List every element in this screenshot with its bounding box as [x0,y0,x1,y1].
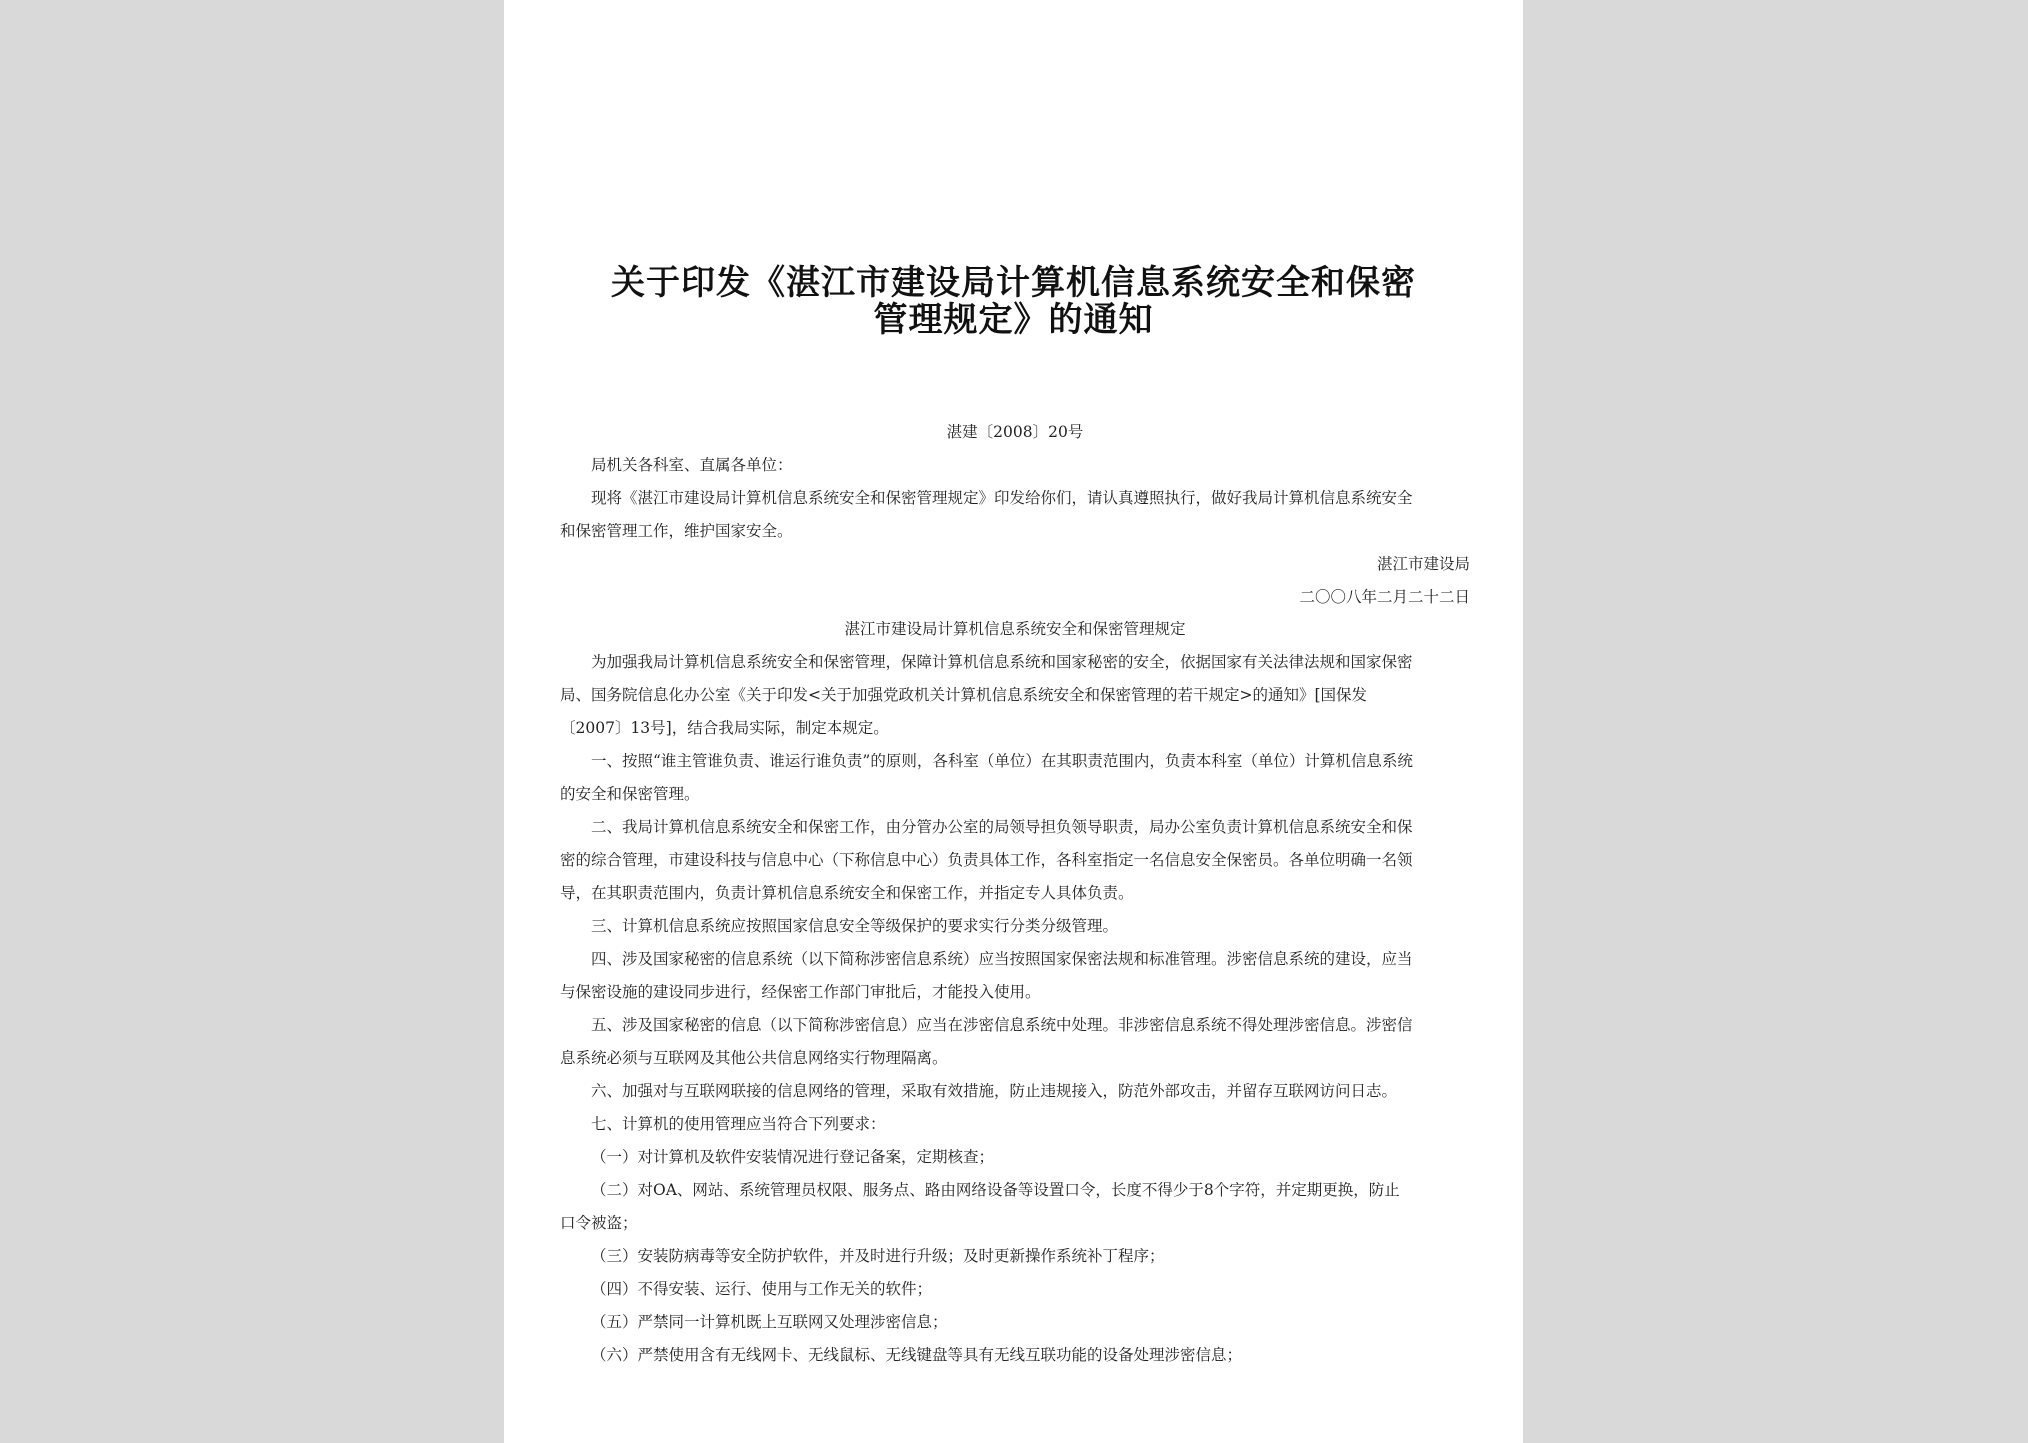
document-page [504,0,1523,1443]
sub-clause-line: （六）严禁使用含有无线网卡、无线鼠标、无线键盘等具有无线互联功能的设备处理涉密信息； [591,1346,1243,1364]
sub-clause-line: （四）不得安装、运行、使用与工作无关的软件； [591,1280,933,1298]
clause-line: 一、按照“谁主管谁负责、谁运行谁负责”的原则，各科室（单位）在其职责范围内，负责本科室（单位）计算机信息系统 [591,752,1413,770]
clause-line: 六、加强对与互联网联接的信息网络的管理，采取有效措施，防止违规接入，防范外部攻击，并留存互联网访问日志。 [591,1082,1398,1100]
clause-line: 三、计算机信息系统应按照国家信息安全等级保护的要求实行分类分级管理。 [591,917,1119,935]
document-title-line-1: 关于印发《湛江市建设局计算机信息系统安全和保密 [611,263,1416,303]
issuer-signature: 湛江市建设局 [1376,555,1470,573]
sub-clause-line: （二）对OA、网站、系统管理员权限、服务点、路由网络设备等设置口令，长度不得少于8个字符，并定期更换，防止 [591,1181,1400,1199]
sub-clause-line: 口令被盗； [560,1214,638,1232]
body-line: 局、国务院信息化办公室《关于印发<关于加强党政机关计算机信息系统安全和保密管理的若干规定>的通知》[国保发 [560,686,1368,704]
clause-line: 密的综合管理，市建设科技与信息中心（下称信息中心）负责具体工作，各科室指定一名信息安全保密员。各单位明确一名领 [560,851,1413,869]
issue-date: 二〇〇八年二月二十二日 [1299,588,1470,606]
clause-line: 四、涉及国家秘密的信息系统（以下简称涉密信息系统）应当按照国家保密法规和标准管理。涉密信息系统的建设，应当 [591,950,1413,968]
sub-clause-line: （五）严禁同一计算机既上互联网又处理涉密信息； [591,1313,948,1331]
clause-line: 二、我局计算机信息系统安全和保密工作，由分管办公室的局领导担负领导职责，局办公室负责计算机信息系统安全和保 [591,818,1413,836]
document-title-line-2: 管理规定》的通知 [873,300,1154,340]
salutation: 局机关各科室、直属各单位： [591,456,793,474]
clause-line: 的安全和保密管理。 [560,785,700,803]
body-line: 为加强我局计算机信息系统安全和保密管理，保障计算机信息系统和国家秘密的安全，依据国家有关法律法规和国家保密 [591,653,1413,671]
sub-clause-line: （三）安装防病毒等安全防护软件，并及时进行升级；及时更新操作系统补丁程序； [591,1247,1165,1265]
body-line: 现将《湛江市建设局计算机信息系统安全和保密管理规定》印发给你们，请认真遵照执行，做好我局计算机信息系统安全 [591,489,1413,507]
clause-line: 七、计算机的使用管理应当符合下列要求： [591,1115,886,1133]
clause-line: 息系统必须与互联网及其他公共信息网络实行物理隔离。 [560,1049,948,1067]
body-line: 和保密管理工作，维护国家安全。 [560,522,793,540]
regulation-title: 湛江市建设局计算机信息系统安全和保密管理规定 [844,620,1186,638]
sub-clause-line: （一）对计算机及软件安装情况进行登记备案，定期核查； [591,1148,995,1166]
body-line: 〔2007〕13号]，结合我局实际，制定本规定。 [560,719,889,737]
document-number: 湛建〔2008〕20号 [946,423,1084,441]
clause-line: 五、涉及国家秘密的信息（以下简称涉密信息）应当在涉密信息系统中处理。非涉密信息系统不得处理涉密信息。涉密信 [591,1016,1413,1034]
clause-line: 导，在其职责范围内，负责计算机信息系统安全和保密工作，并指定专人具体负责。 [560,884,1134,902]
clause-line: 与保密设施的建设同步进行，经保密工作部门审批后，才能投入使用。 [560,983,1041,1001]
